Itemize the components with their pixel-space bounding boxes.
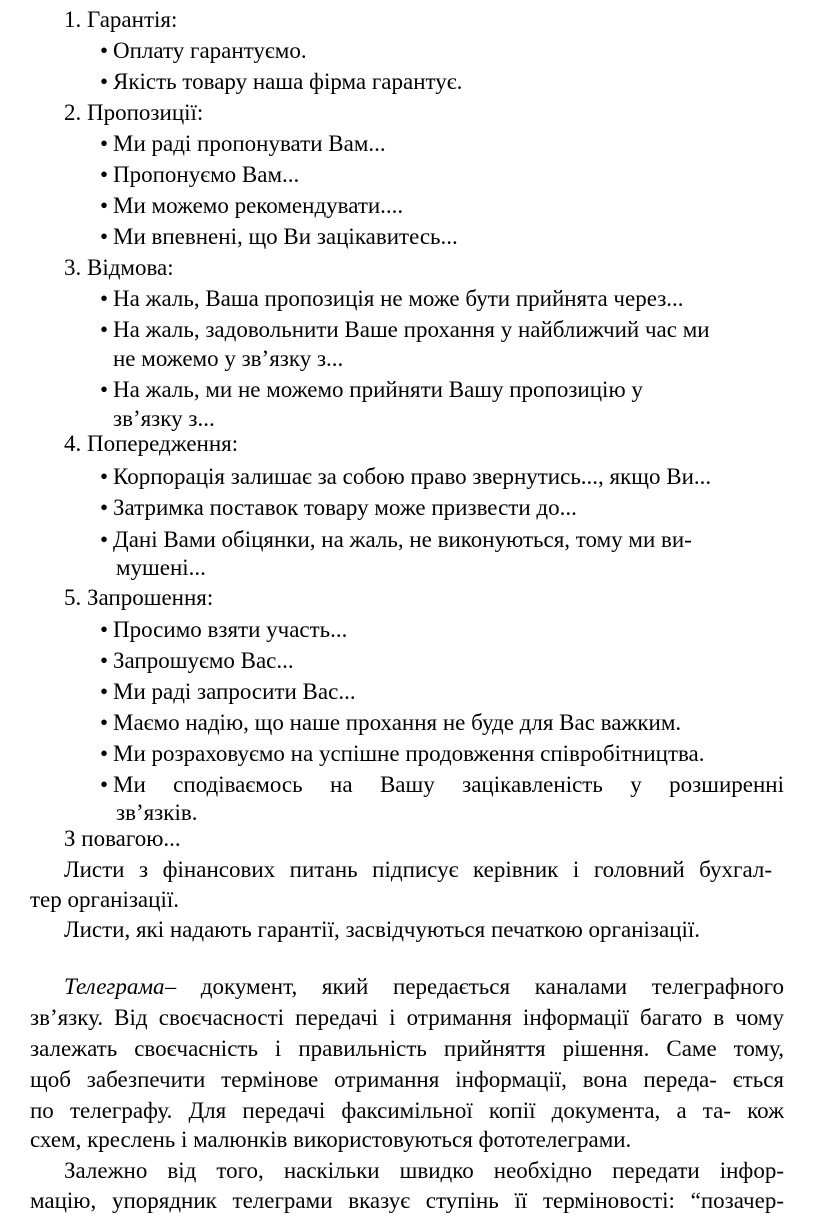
- bullet-icon: •: [99, 224, 109, 249]
- list-item-continuation: зв’язків.: [116, 800, 198, 825]
- list-item-text: На жаль, Ваша пропозиція не може бути прийнята через...: [113, 286, 684, 311]
- bullet-icon: •: [99, 38, 109, 63]
- list-item-continuation: зв’язку з...: [113, 406, 215, 431]
- paragraph-line: залежать своєчасність і правильність прийняття рішення. Саме тому,: [30, 1036, 784, 1061]
- paragraph-line: схем, креслень і малюнків використовуються фототелеграми.: [30, 1127, 632, 1152]
- list-item-text: На жаль, ми не можемо прийняти Вашу пропозицію у: [113, 377, 643, 402]
- list-item-text: Ми розраховуємо на успішне продовження співробітництва.: [113, 741, 705, 766]
- bullet-icon: •: [99, 69, 109, 94]
- bullet-icon: •: [99, 193, 109, 218]
- paragraph-line: мацію, упорядник телеграми вказує ступінь її терміновості: “позачер-: [30, 1188, 784, 1213]
- list-item-text: Ми раді запросити Вас...: [113, 679, 356, 704]
- bullet-icon: •: [99, 464, 109, 489]
- list-item-text: Просимо взяти участь...: [113, 617, 348, 642]
- bullet-icon: •: [99, 617, 109, 642]
- paragraph-line: щоб забезпечити термінове отримання інформації, вона переда- ється: [30, 1067, 784, 1092]
- list-item-continuation: мушені...: [116, 555, 206, 580]
- list-item-text: Маємо надію, що наше прохання не буде для Вас важким.: [113, 710, 682, 735]
- paragraph-line: Залежно від того, наскільки швидко необхідно передати інфор-: [64, 1158, 784, 1183]
- section-heading-invitation: 5. Запрошення:: [64, 585, 214, 610]
- list-item-text: На жаль, задовольнити Ваше прохання у найближчий час ми: [113, 317, 710, 342]
- list-item-text: Затримка поставок товару може призвести до...: [113, 495, 577, 520]
- list-item-text: Дані Вами обіцянки, на жаль, не виконуються, тому ми ви-: [113, 527, 692, 552]
- bullet-icon: •: [99, 131, 109, 156]
- list-item-text: Ми впевнені, що Ви зацікавитесь...: [113, 224, 458, 249]
- list-item-continuation: не можемо у зв’язку з...: [113, 346, 344, 371]
- paragraph-line: зв’язку. Від своєчасності передачі і отримання інформації багато в чому: [30, 1005, 784, 1030]
- paragraph-line: тер організації.: [30, 887, 179, 912]
- list-item-text: Оплату гарантуємо.: [113, 38, 307, 63]
- list-item-text: Запрошуємо Вас...: [113, 648, 294, 673]
- bullet-icon: •: [99, 679, 109, 704]
- bullet-icon: •: [99, 377, 109, 402]
- paragraph-line: [64, 972, 784, 1002]
- paragraph-line-rest: – документ, який передається каналами телеграфного: [164, 974, 784, 999]
- closing-text: З повагою...: [64, 826, 181, 851]
- paragraph-line: по телеграфу. Для передачі факсимільної копії документа, а та- кож: [30, 1098, 784, 1123]
- paragraph-guarantee: Листи, які надають гарантії, засвідчуються печаткою організації.: [64, 917, 701, 942]
- bullet-icon: •: [99, 710, 109, 735]
- bullet-icon: •: [99, 495, 109, 520]
- bullet-icon: •: [99, 772, 109, 797]
- section-heading-guarantee: 1. Гарантія:: [64, 7, 178, 32]
- section-heading-warning: 4. Попередження:: [64, 431, 239, 456]
- paragraph-line: Листи з фінансових питань підписує керівник і головний бухгал-: [64, 857, 772, 882]
- bullet-icon: •: [99, 527, 109, 552]
- section-heading-proposals: 2. Пропозиції:: [64, 100, 204, 125]
- list-item-text: Ми можемо рекомендувати....: [113, 193, 404, 218]
- list-item-text: Пропонуємо Вам...: [113, 162, 300, 187]
- list-item-text: Корпорація залишає за собою право звернутись..., якщо Ви...: [113, 464, 712, 489]
- bullet-icon: •: [99, 648, 109, 673]
- bullet-icon: •: [99, 741, 109, 766]
- section-heading-refusal: 3. Відмова:: [64, 255, 174, 280]
- bullet-icon: •: [99, 286, 109, 311]
- list-item-text: Якість товару наша фірма гарантує.: [113, 69, 463, 94]
- bullet-icon: •: [99, 162, 109, 187]
- list-item-text: Ми раді пропонувати Вам...: [113, 131, 386, 156]
- bullet-icon: •: [99, 317, 109, 342]
- term-telegram: Телеграма: [64, 974, 165, 999]
- list-item-text: Ми сподіваємось на Вашу зацікавленість у розширенні: [113, 772, 784, 797]
